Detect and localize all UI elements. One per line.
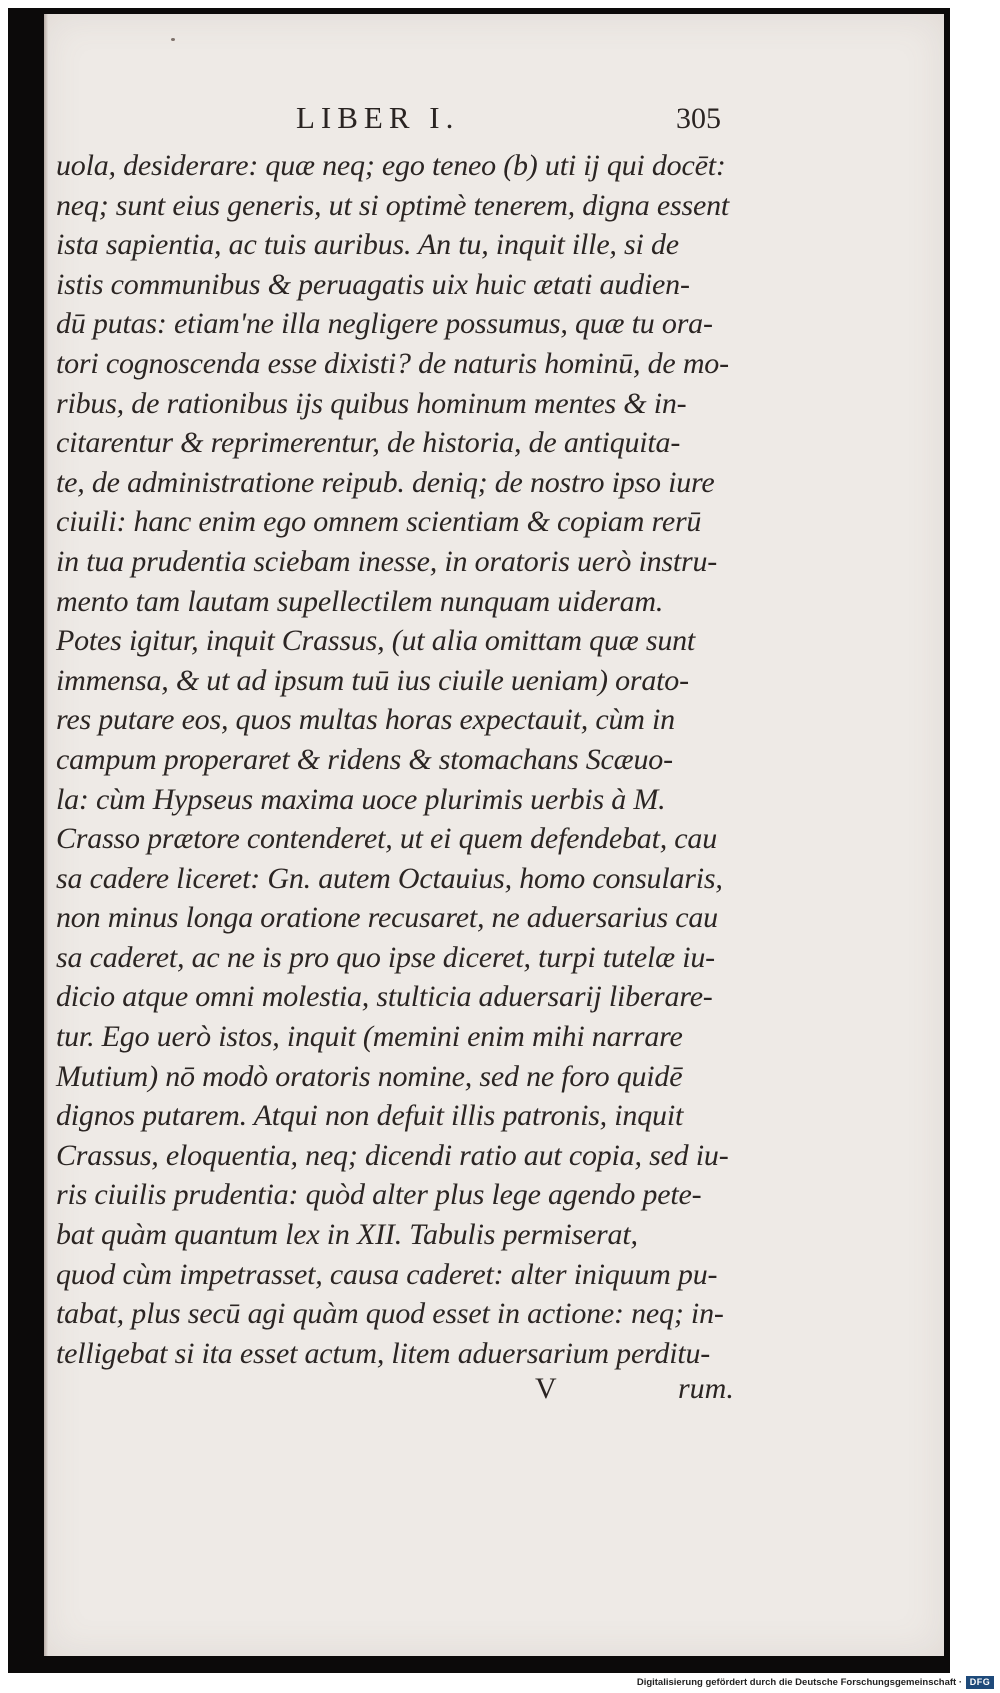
text-line: sa cadere liceret: Gn. autem Octauius, homo consularis,: [56, 861, 723, 895]
ink-speck: [171, 38, 175, 41]
text-line: sa caderet, ac ne is pro quo ipse diceret, turpi tutelæ iu-: [56, 940, 715, 974]
text-line: dicio atque omni molestia, stulticia aduersarij liberare-: [56, 980, 713, 1014]
text-line: tur. Ego uerò istos, inquit (memini enim mihi narrare: [56, 1020, 683, 1054]
text-line: campum properaret & ridens & stomachans Scæuo-: [56, 742, 673, 776]
text-line: non minus longa oratione recusaret, ne aduersarius cau: [56, 901, 718, 935]
text-line: tabat, plus secū agi quàm quod esset in actione: neq; in-: [56, 1297, 724, 1331]
credit-bar: [0, 1675, 1000, 1693]
page-gutter-edge: [44, 14, 48, 1656]
text-line: ista sapientia, ac tuis auribus. An tu, inquit ille, si de: [56, 228, 679, 262]
text-line: ribus, de rationibus ijs quibus hominum mentes & in-: [56, 386, 687, 420]
text-line: ris ciuilis prudentia: quòd alter plus lege agendo pete-: [56, 1178, 702, 1212]
dfg-logo[interactable]: DFG: [966, 1676, 994, 1689]
text-line: la: cùm Hypseus maxima uoce plurimis uerbis à M.: [56, 782, 666, 816]
page-number: 305: [676, 102, 721, 135]
text-line: Mutium) nō modò oratoris nomine, sed ne foro quidē: [56, 1059, 683, 1093]
text-line: neq; sunt eius generis, ut si optimè tenerem, digna essent: [56, 188, 730, 222]
text-line: citarentur & reprimerentur, de historia, de antiquita-: [56, 426, 681, 460]
text-line: Potes igitur, inquit Crassus, (ut alia omittam quæ sunt: [56, 624, 696, 658]
text-line: Crassus, eloquentia, neq; dicendi ratio aut copia, sed iu-: [56, 1138, 729, 1172]
text-line: res putare eos, quos multas horas expectauit, cùm in: [56, 703, 675, 737]
page-footer: [44, 1372, 944, 1412]
text-line: istis communibus & peruagatis uix huic ætati audien-: [56, 267, 690, 301]
text-line: bat quàm quantum lex in XII. Tabulis permiserat,: [56, 1218, 638, 1252]
text-line: telligebat si ita esset actum, litem aduersarium perditu-: [56, 1336, 711, 1370]
text-line: dū putas: etiam'ne illa negligere possumus, quæ tu ora-: [56, 307, 713, 341]
catchword: rum.: [678, 1372, 734, 1405]
body-text: [56, 146, 756, 1373]
text-line: te, de administratione reipub. deniq; de nostro ipso iure: [56, 465, 715, 499]
book-page: [44, 14, 944, 1656]
text-line: uola, desiderare: quæ neq; ego teneo (b) uti ij qui docēt:: [56, 149, 726, 182]
text-line: Crasso prætore contenderet, ut ei quem defendebat, cau: [56, 822, 718, 856]
text-line: quod cùm impetrasset, causa caderet: alter iniquum pu-: [56, 1257, 718, 1291]
text-line: in tua prudentia sciebam inesse, in oratoris uerò instru-: [56, 544, 718, 578]
funding-credit: Digitalisierung gefördert durch die Deutsche Forschungsgemeinschaft ·: [636, 1677, 962, 1688]
page-header: [44, 100, 944, 140]
text-line: ciuili: hanc enim ego omnem scientiam & copiam rerū: [56, 505, 702, 539]
text-line: dignos putarem. Atqui non defuit illis patronis, inquit: [56, 1099, 684, 1133]
text-line: tori cognoscenda esse dixisti? de naturis hominū, de mo-: [56, 346, 729, 380]
text-line: immensa, & ut ad ipsum tuū ius ciuile ueniam) orato-: [56, 663, 689, 697]
running-title: LIBER I.: [296, 100, 460, 135]
signature-mark: V: [535, 1372, 557, 1405]
text-line: mento tam lautam supellectilem nunquam uideram.: [56, 584, 664, 618]
